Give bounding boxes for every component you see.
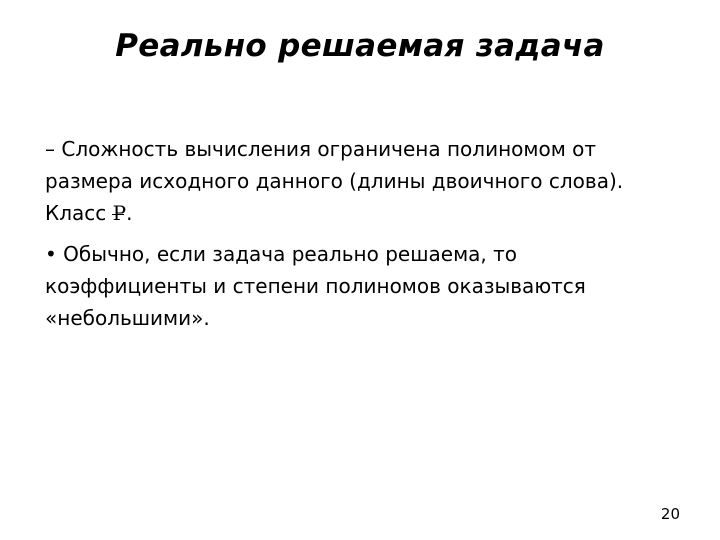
page-number: 20 xyxy=(660,505,680,523)
paragraph-complexity-text: – Сложность вычисления ограничена полиномом от размера исходного данного (длины двоичного слова). Класс xyxy=(45,137,624,225)
slide-title: Реально решаемая задача xyxy=(115,28,605,64)
complexity-class-symbol: P xyxy=(113,197,126,229)
paragraph-complexity xyxy=(45,133,685,229)
paragraph-complexity-end: . xyxy=(126,201,133,225)
paragraph-bullet: • Обычно, если задача реально решаема, то коэффициенты и степени полиномов оказываются «небольшими». xyxy=(45,242,586,330)
